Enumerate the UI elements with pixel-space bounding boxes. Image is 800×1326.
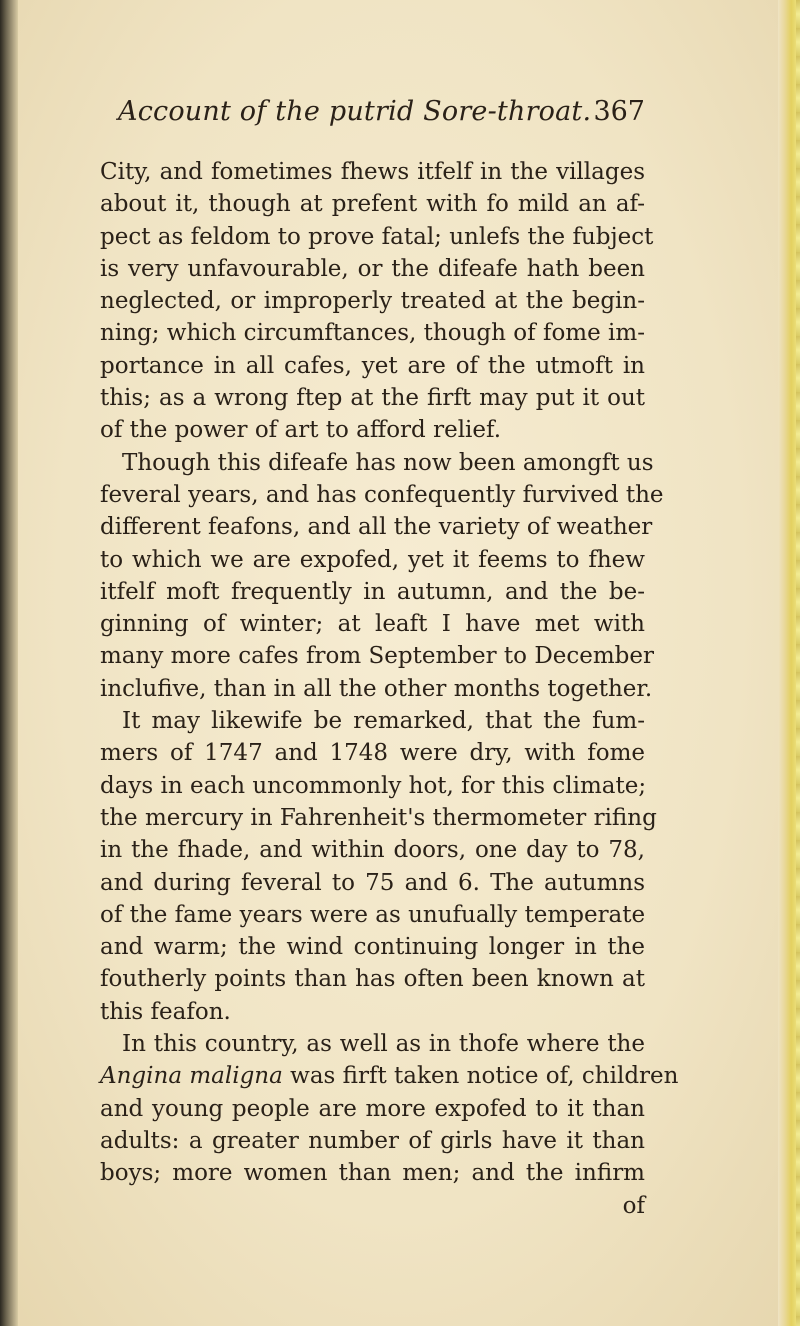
text-line: feveral years, and has confequently furvived the [100, 481, 664, 508]
text-line: in the fhade, and within doors, one day to 78, [100, 837, 645, 864]
text-line: of the power of art to afford relief. [100, 417, 502, 444]
text-line: adults: a greater number of girls have it than [100, 1127, 645, 1154]
text-line: foutherly points than has often been known at [100, 966, 645, 993]
text-line: inclufive, than in all the other months together. [100, 675, 653, 702]
text-line: City, and fometimes fhews itfelf in the villages [100, 159, 645, 185]
paragraph-start: In this country, as well as in thofe where the [122, 1031, 645, 1058]
text-line: of the fame years were as unufually temperate [100, 901, 646, 928]
text-line: pect as feldom to prove fatal; unlefs the fubject [100, 223, 654, 250]
catchword: of [622, 1192, 645, 1219]
page-edge [778, 0, 800, 1326]
text-line: about it, though at prefent with fo mild an af- [100, 191, 645, 218]
text-line: is very unfavourable, or the difeafe hath been [100, 255, 645, 282]
text-line-mixed [100, 1060, 679, 1092]
page-header [100, 96, 645, 140]
text-line: and warm; the wind continuing longer in the [100, 934, 645, 961]
text-line: ning; which circumftances, though of fome im- [100, 320, 645, 347]
text-line: the mercury in Fahrenheit's thermometer rifing [100, 804, 657, 831]
text-line: mers of 1747 and 1748 were dry, with fome [100, 740, 645, 767]
page-number: 367 [593, 96, 645, 127]
text-line: and during feveral to 75 and 6. The autumns [100, 869, 645, 896]
text-line: and young people are more expofed to it than [100, 1095, 645, 1122]
text-line: ginning of winter; at leaft I have met with [100, 611, 645, 638]
text-line: many more cafes from September to December [100, 643, 654, 670]
text-line: to which we are expofed, yet it feems to fhew [100, 546, 645, 573]
text-line: this; as a wrong ftep at the firft may put it out [100, 385, 645, 412]
text-line: different feafons, and all the variety of weather [100, 514, 653, 541]
text-line: portance in all cafes, yet are of the utmoft in [100, 352, 645, 379]
body-text [100, 156, 679, 1222]
text-line: neglected, or improperly treated at the begin- [100, 288, 645, 315]
paragraph-start: Though this difeafe has now been amongft us [122, 449, 654, 476]
binding-gutter [0, 0, 18, 1326]
text-line: itfelf moft frequently in autumn, and the be- [100, 578, 645, 605]
text-line: this feafon. [100, 998, 231, 1025]
text-line: days in each uncommonly hot, for this climate; [100, 772, 647, 799]
running-title: Account of the putrid Sore-throat. [118, 96, 592, 127]
text-fragment: was firft taken notice of, children [282, 1063, 679, 1090]
text-line: boys; more women than men; and the infirm [100, 1160, 645, 1187]
paragraph-start: It may likewife be remarked, that the fum- [122, 708, 645, 735]
italic-term: Angina maligna [100, 1063, 283, 1090]
